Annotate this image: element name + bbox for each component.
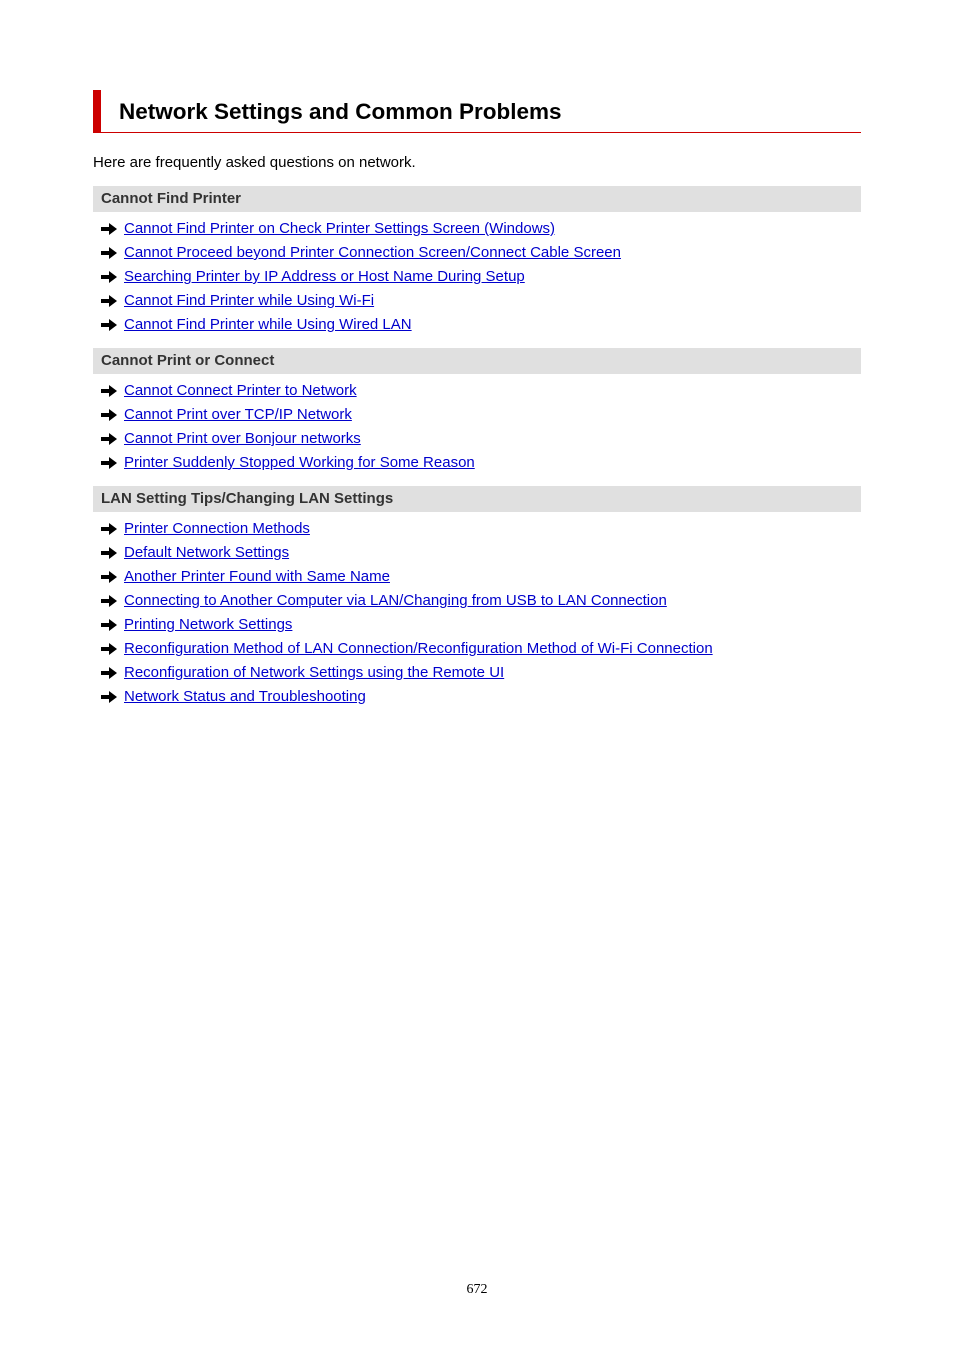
section-header: LAN Setting Tips/Changing LAN Settings bbox=[93, 486, 861, 512]
section-header: Cannot Print or Connect bbox=[93, 348, 861, 374]
page-header bbox=[93, 90, 861, 133]
list-item bbox=[93, 379, 861, 403]
link-reconfiguration-lan-wifi[interactable]: Reconfiguration Method of LAN Connection/Reconfiguration Method of Wi-Fi Connection bbox=[124, 640, 713, 657]
intro-text: Here are frequently asked questions on network. bbox=[93, 154, 416, 171]
list-item bbox=[93, 313, 861, 337]
list-item bbox=[93, 565, 861, 589]
arrow-right-icon bbox=[101, 433, 117, 445]
list-item bbox=[93, 517, 861, 541]
link-printing-network-settings[interactable]: Printing Network Settings bbox=[124, 616, 293, 633]
list-item bbox=[93, 451, 861, 475]
arrow-right-icon bbox=[101, 523, 117, 535]
arrow-right-icon bbox=[101, 595, 117, 607]
arrow-right-icon bbox=[101, 247, 117, 259]
list-item bbox=[93, 427, 861, 451]
arrow-right-icon bbox=[101, 385, 117, 397]
list-item bbox=[93, 661, 861, 685]
arrow-right-icon bbox=[101, 643, 117, 655]
link-cannot-find-printer-wired-lan[interactable]: Cannot Find Printer while Using Wired LAN bbox=[124, 316, 412, 333]
arrow-right-icon bbox=[101, 295, 117, 307]
list-item bbox=[93, 217, 861, 241]
arrow-right-icon bbox=[101, 547, 117, 559]
link-cannot-proceed-connection-screen[interactable]: Cannot Proceed beyond Printer Connection Screen/Connect Cable Screen bbox=[124, 244, 621, 261]
list-item bbox=[93, 265, 861, 289]
link-network-status-troubleshooting[interactable]: Network Status and Troubleshooting bbox=[124, 688, 366, 705]
link-printer-connection-methods[interactable]: Printer Connection Methods bbox=[124, 520, 310, 537]
section-cannot-print-or-connect bbox=[93, 348, 861, 475]
arrow-right-icon bbox=[101, 619, 117, 631]
list-item bbox=[93, 637, 861, 661]
link-list bbox=[93, 517, 861, 709]
link-cannot-print-bonjour[interactable]: Cannot Print over Bonjour networks bbox=[124, 430, 361, 447]
link-printer-stopped-working[interactable]: Printer Suddenly Stopped Working for Some Reason bbox=[124, 454, 475, 471]
arrow-right-icon bbox=[101, 667, 117, 679]
arrow-right-icon bbox=[101, 409, 117, 421]
link-default-network-settings[interactable]: Default Network Settings bbox=[124, 544, 290, 561]
link-searching-printer-ip[interactable]: Searching Printer by IP Address or Host Name During Setup bbox=[124, 268, 525, 285]
page-title: Network Settings and Common Problems bbox=[119, 99, 562, 124]
arrow-right-icon bbox=[101, 223, 117, 235]
title-accent-bar bbox=[93, 90, 101, 133]
arrow-right-icon bbox=[101, 691, 117, 703]
link-cannot-connect-printer-network[interactable]: Cannot Connect Printer to Network bbox=[124, 382, 357, 399]
section-header: Cannot Find Printer bbox=[93, 186, 861, 212]
list-item bbox=[93, 685, 861, 709]
list-item bbox=[93, 613, 861, 637]
arrow-right-icon bbox=[101, 457, 117, 469]
arrow-right-icon bbox=[101, 571, 117, 583]
link-list bbox=[93, 217, 861, 337]
link-cannot-print-tcpip[interactable]: Cannot Print over TCP/IP Network bbox=[124, 406, 352, 423]
section-lan-setting-tips bbox=[93, 486, 861, 709]
list-item bbox=[93, 241, 861, 265]
link-reconfiguration-remote-ui[interactable]: Reconfiguration of Network Settings using the Remote UI bbox=[124, 664, 505, 681]
list-item bbox=[93, 541, 861, 565]
arrow-right-icon bbox=[101, 319, 117, 331]
list-item bbox=[93, 289, 861, 313]
link-cannot-find-printer-check-settings[interactable]: Cannot Find Printer on Check Printer Settings Screen (Windows) bbox=[124, 220, 556, 237]
section-cannot-find-printer bbox=[93, 186, 861, 337]
arrow-right-icon bbox=[101, 271, 117, 283]
link-list bbox=[93, 379, 861, 475]
page-number: 672 bbox=[466, 1282, 488, 1297]
list-item bbox=[93, 403, 861, 427]
link-cannot-find-printer-wifi[interactable]: Cannot Find Printer while Using Wi-Fi bbox=[124, 292, 375, 309]
link-another-printer-same-name[interactable]: Another Printer Found with Same Name bbox=[124, 568, 390, 585]
list-item bbox=[93, 589, 861, 613]
link-connecting-another-computer[interactable]: Connecting to Another Computer via LAN/Changing from USB to LAN Connection bbox=[124, 592, 667, 609]
